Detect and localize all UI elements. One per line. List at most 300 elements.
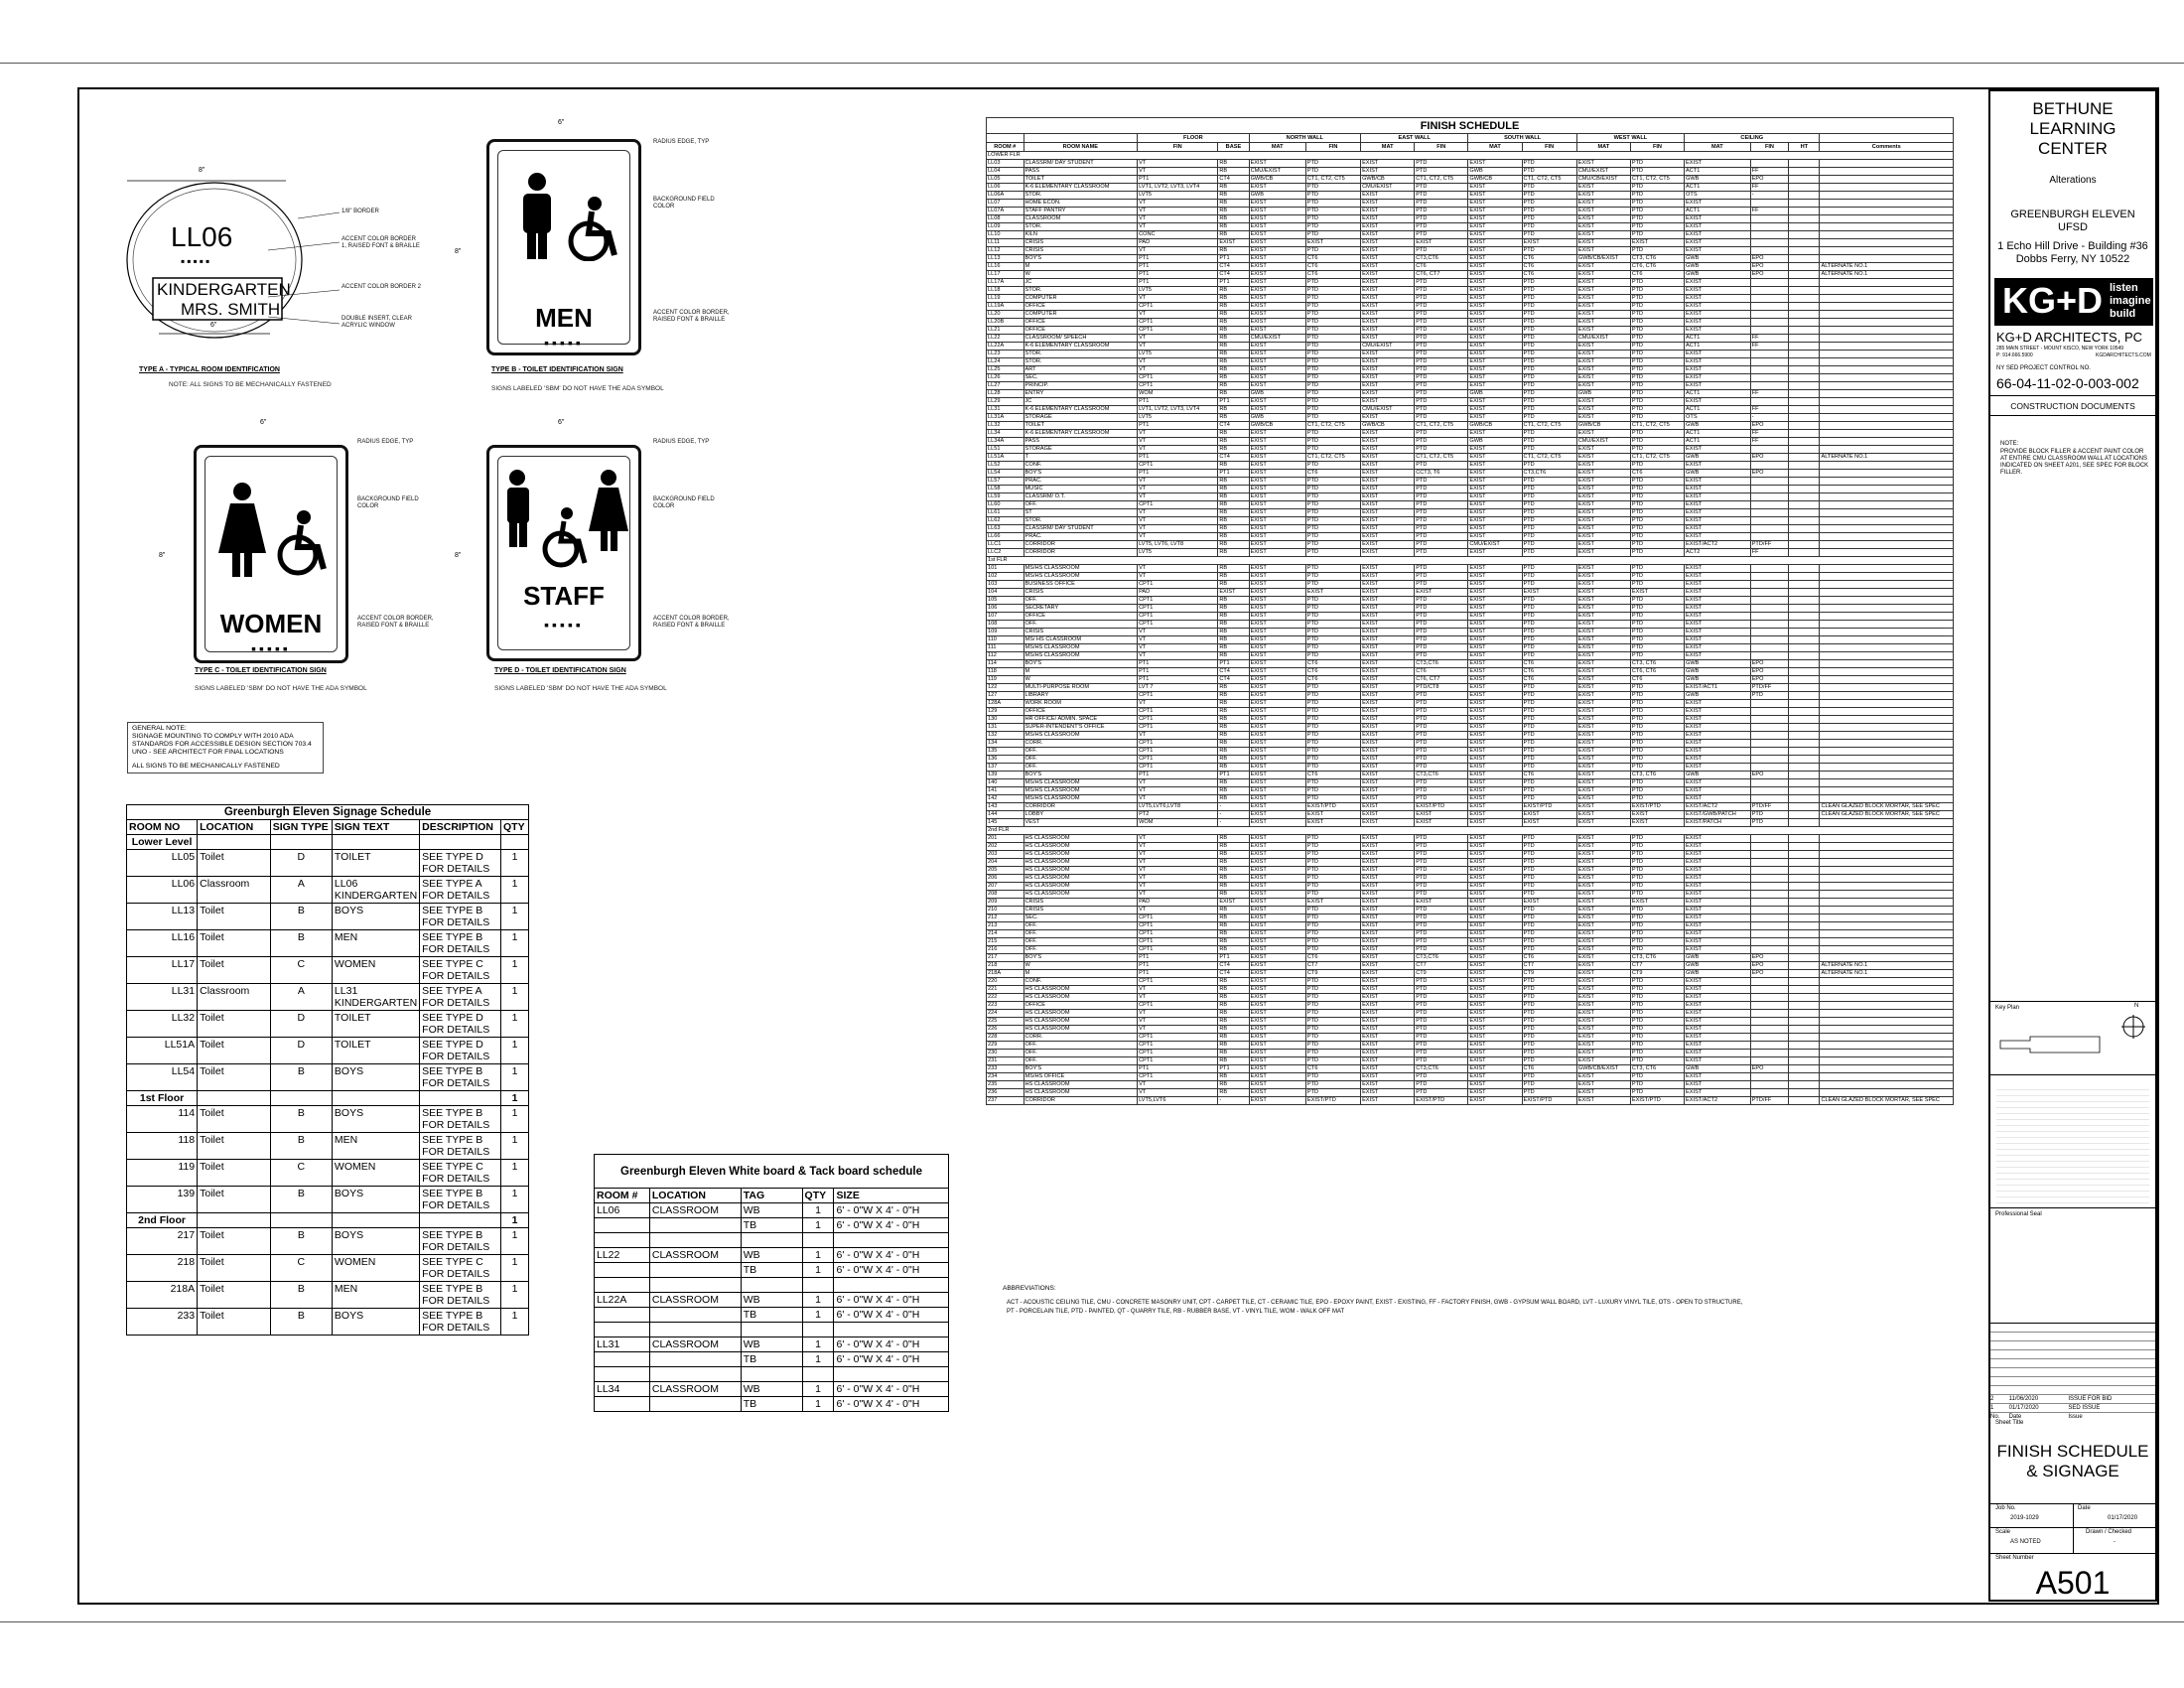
abbreviations-title: ABBREVIATIONS: [1003,1285,1056,1292]
table-row [987,597,1954,605]
tag-cell [741,1233,802,1248]
table-cell [1789,382,1820,390]
table-cell: MS/HS CLASSROOM [1024,644,1138,652]
table-cell [1820,994,1954,1002]
table-row [987,684,1954,692]
table-cell [1789,486,1820,493]
table-cell: HS CLASSROOM [1024,859,1138,867]
col-header: SIGN TYPE [270,820,332,835]
description-cell: SEE TYPE B FOR DETAILS [420,1064,501,1091]
table-cell [1789,1034,1820,1042]
table-cell: PASS [1024,438,1138,446]
table-cell [1750,851,1789,859]
section-row [987,827,1954,835]
table-cell [198,1091,271,1106]
table-cell: PTD [1522,295,1576,303]
table-cell: VT [1138,478,1218,486]
table-cell: OFF. [1024,597,1138,605]
table-cell: EXIST [1249,303,1305,311]
table-cell: EXIST [1685,493,1751,501]
table-row [127,1106,529,1133]
table-cell: PTD [1415,406,1468,414]
table-cell: STOR. [1024,358,1138,366]
table-cell: PTD [1305,907,1360,914]
table-row [987,184,1954,192]
col-header: Issue [2068,1413,2083,1420]
table-cell: EXIST [1685,509,1751,517]
table-cell: EXIST [1249,621,1305,629]
table-cell [1750,358,1789,366]
table-cell: MS/HS CLASSROOM [1024,779,1138,787]
table-cell [1789,509,1820,517]
table-cell: EXIST [1468,208,1522,215]
qty-cell: 1 [501,1038,529,1064]
table-cell: LL25 [987,366,1024,374]
table-cell [1820,1034,1954,1042]
caption-type-c: TYPE C - TOILET IDENTIFICATION SIGN [195,667,327,674]
table-cell: PTD [1305,629,1360,636]
table-cell: PTD [1522,1034,1576,1042]
table-row [987,907,1954,914]
room-no-cell: LL16 [127,930,198,957]
table-cell: RB [1218,382,1249,390]
location-cell: Toilet [198,1228,271,1255]
table-cell: PTD [1630,501,1684,509]
table-cell: EXIST [1468,994,1522,1002]
sign-text-cell: BOYS [332,1309,419,1336]
table-cell: EXIST [1576,732,1630,740]
table-cell: PTD [1305,756,1360,764]
qty-cell: 1 [501,1228,529,1255]
table-cell: FF [1750,390,1789,398]
table-cell [270,1213,332,1228]
table-cell: PTD [1630,1002,1684,1010]
table-cell: PTD [1415,215,1468,223]
table-cell: EXIST [1685,756,1751,764]
size-cell: 6' - 0"W X 4' - 0"H [834,1248,949,1263]
table-cell: PTD [1305,541,1360,549]
size-cell [834,1367,949,1382]
table-cell: EXIST [1361,668,1415,676]
table-cell: EXIST [1468,1002,1522,1010]
table-cell: LL07 [987,200,1024,208]
table-cell: PTD [1305,787,1360,795]
table-cell: PTD [1415,1002,1468,1010]
table-row [987,231,1954,239]
table-cell: EXIST [1249,692,1305,700]
table-cell: - [1218,819,1249,827]
table-cell: EXIST [1468,851,1522,859]
table-cell: PTD [1630,414,1684,422]
sign-text-cell: BOYS [332,904,419,930]
table-cell: ACT1 [1685,168,1751,176]
table-cell: GWB [1685,668,1751,676]
table-cell: EXIST [1685,986,1751,994]
table-cell: OFF. [1024,748,1138,756]
braille-dots: ▪▪▪▪▪ [544,617,584,633]
table-cell [2068,1340,2155,1349]
table-row [987,343,1954,351]
table-cell: PTD [1305,358,1360,366]
table-row [127,984,529,1011]
table-cell: CT6 [1522,668,1576,676]
table-cell [1820,724,1954,732]
table-cell: PTD [1630,1057,1684,1065]
table-cell: EXIST [1576,1089,1630,1097]
table-cell: PT1 [1138,271,1218,279]
table-cell: PTD [1522,430,1576,438]
table-cell: EXIST [1361,772,1415,779]
table-cell: PTD [1415,382,1468,390]
table-cell: EXIST [1249,597,1305,605]
table-cell: RB [1218,883,1249,891]
table-cell: EXIST [1249,493,1305,501]
table-cell [1750,382,1789,390]
table-cell: PTD [1415,1057,1468,1065]
table-cell: CT6 [1305,1065,1360,1073]
table-cell: LL07A [987,208,1024,215]
table-cell: PTD [1630,279,1684,287]
table-cell: VT [1138,986,1218,994]
table-row [987,279,1954,287]
table-row [987,938,1954,946]
table-row [987,803,1954,811]
table-cell [1789,930,1820,938]
table-row [987,430,1954,438]
table-cell: CLEAN GLAZED BLOCK MORTAR, SEE SPEC [1820,811,1954,819]
table-cell: EXIST [1576,1057,1630,1065]
table-cell [1750,764,1789,772]
table-cell: GWB [1685,676,1751,684]
table-cell [1750,597,1789,605]
tag-cell: TB [741,1263,802,1278]
table-cell: EXIST [1468,676,1522,684]
table-cell [1750,279,1789,287]
table-cell: CLASSRM/ O.T. [1024,493,1138,501]
group-header: SOUTH WALL [1468,134,1576,143]
table-cell: PTD [1522,1073,1576,1081]
table-cell: EXIST [1576,700,1630,708]
table-cell [1820,740,1954,748]
table-cell: VT [1138,366,1218,374]
table-cell: PTD [1305,247,1360,255]
table-cell: EXIST/PTD [1305,803,1360,811]
table-cell: 210 [987,907,1024,914]
col-header: MAT [1468,143,1522,152]
table-cell: PAD [1138,239,1218,247]
table-cell [1820,565,1954,573]
sign-type-cell: D [270,850,332,877]
table-cell: PTD [1630,891,1684,899]
table-row [987,255,1954,263]
table-row [1990,1323,2155,1332]
table-cell [1820,327,1954,335]
table-cell: EXIST [1361,486,1415,493]
table-cell: PTD [1305,486,1360,493]
table-cell: CPT1 [1138,756,1218,764]
table-cell: EXIST [1361,779,1415,787]
table-cell: 127 [987,692,1024,700]
table-cell: PTD [1750,811,1789,819]
table-cell: PTD [1415,319,1468,327]
table-cell [1820,875,1954,883]
table-cell: PT2 [1138,811,1218,819]
table-cell [1789,406,1820,414]
table-cell: MUSIC [1024,486,1138,493]
firm-name: KG+D ARCHITECTS, PC [1996,330,2142,345]
table-cell: VT [1138,779,1218,787]
table-cell: EXIST [1361,208,1415,215]
table-cell: HS CLASSROOM [1024,994,1138,1002]
table-cell [1789,954,1820,962]
table-cell: OFF. [1024,1050,1138,1057]
table-cell: VT [1138,295,1218,303]
table-cell: CT4 [1218,176,1249,184]
table-cell: PTD [1305,398,1360,406]
table-cell: KILN [1024,231,1138,239]
table-cell: RB [1218,708,1249,716]
table-cell: PTD [1305,319,1360,327]
table-cell: EXIST [1685,994,1751,1002]
table-cell: EXIST [1576,907,1630,914]
table-cell: PTD [1305,438,1360,446]
table-cell [1789,287,1820,295]
table-cell: RB [1218,486,1249,493]
table-row [1990,1332,2155,1340]
table-cell: ACT1 [1685,406,1751,414]
table-row [987,954,1954,962]
table-cell: EXIST [1249,724,1305,732]
table-cell: EXIST [1468,1073,1522,1081]
table-row [987,374,1954,382]
table-cell: RB [1218,517,1249,525]
table-cell: PT1 [1218,398,1249,406]
table-cell: LL05 [987,176,1024,184]
table-row [987,263,1954,271]
table-cell [1820,779,1954,787]
table-cell: 214 [987,930,1024,938]
table-cell: LL22 [987,335,1024,343]
table-cell: ISSUE FOR BID [2068,1394,2155,1403]
table-cell: LL34A [987,438,1024,446]
table-cell: EXIST [1468,922,1522,930]
table-cell: RB [1218,525,1249,533]
sign-word: STAFF [523,581,605,611]
table-cell: PTD [1305,549,1360,557]
table-cell: PTD [1522,200,1576,208]
table-cell [2009,1367,2069,1376]
table-cell [2009,1349,2069,1358]
table-cell: EXIST [1576,414,1630,422]
table-cell: PTD [1522,414,1576,422]
table-cell [1820,1002,1954,1010]
table-cell: CT1, CT2, CT5 [1522,454,1576,462]
table-cell: PTD [1305,160,1360,168]
table-cell: EXIST [1576,613,1630,621]
tagline-line: imagine [2110,295,2151,307]
table-cell: VT [1138,1010,1218,1018]
note-type-c: SIGNS LABELED 'SBM' DO NOT HAVE THE ADA SYMBOL [195,685,367,692]
table-cell: CPT1 [1138,1057,1218,1065]
table-cell [1990,1323,2009,1332]
table-row [595,1248,949,1263]
table-cell: CRISIS [1024,629,1138,636]
table-cell: PTD [1630,764,1684,772]
table-cell: EXIST [1576,946,1630,954]
table-cell: PTD [1522,541,1576,549]
qty-cell [802,1233,834,1248]
general-note-line: UNO - SEE ARCHITECT FOR FINAL LOCATIONS [132,749,284,756]
sign-type-cell: B [270,930,332,957]
location-cell: CLASSROOM [649,1337,741,1352]
table-cell: PTD [1415,533,1468,541]
tag-cell [741,1278,802,1293]
table-row [987,819,1954,827]
table-row [127,835,529,850]
table-cell: EXIST [1576,279,1630,287]
table-cell: EXIST [1685,573,1751,581]
table-cell: PTD [1305,1089,1360,1097]
table-cell: PTD [1630,287,1684,295]
sign-type-cell: B [270,1187,332,1213]
table-cell: PTD [1522,446,1576,454]
table-cell: CPT1 [1138,922,1218,930]
table-cell: CPT1 [1138,581,1218,589]
tag-cell: WB [741,1203,802,1218]
table-cell: 140 [987,779,1024,787]
table-cell: EXIST [1361,215,1415,223]
table-cell: PTD [1630,867,1684,875]
table-cell: 233 [987,1065,1024,1073]
table-cell: ALTERNATE NO.1 [1820,970,1954,978]
table-cell [1820,708,1954,716]
table-cell: PTD [1630,930,1684,938]
table-cell [1750,899,1789,907]
table-cell [1750,287,1789,295]
table-cell: 104 [987,589,1024,597]
table-cell: EXIST [1576,756,1630,764]
table-cell [1789,883,1820,891]
table-row [987,247,1954,255]
table-cell [1820,1065,1954,1073]
table-cell: CRISIS [1024,899,1138,907]
table-cell [1820,613,1954,621]
table-cell: CORR. [1024,1034,1138,1042]
table-row [127,1133,529,1160]
size-cell: 6' - 0"W X 4' - 0"H [834,1293,949,1308]
table-cell: PTD [1415,493,1468,501]
table-cell: EXIST [1249,644,1305,652]
table-row [127,1282,529,1309]
table-cell: EXIST [1361,843,1415,851]
table-cell: RB [1218,438,1249,446]
table-cell: EXIST [1249,160,1305,168]
table-cell: RB [1218,732,1249,740]
table-cell [1750,581,1789,589]
table-cell: PTD [1415,565,1468,573]
table-cell: CPT1 [1138,327,1218,335]
disclaimer-block [1996,1084,2149,1203]
table-cell: PT1 [1138,470,1218,478]
table-cell: EXIST [1249,279,1305,287]
table-cell: EXIST/ACT2 [1685,1097,1751,1105]
table-row [987,311,1954,319]
table-cell [1990,1349,2009,1358]
table-row [987,303,1954,311]
table-cell: GWB [1685,255,1751,263]
table-cell: EXIST [1361,605,1415,613]
size-cell [834,1323,949,1337]
table-cell: PTD [1415,223,1468,231]
table-cell: LL17 [987,271,1024,279]
caption-type-d: TYPE D - TOILET IDENTIFICATION SIGN [494,667,626,674]
divider [1990,1527,2155,1528]
table-cell: PTD [1415,478,1468,486]
table-cell: PTD [1305,740,1360,748]
table-cell: EXIST [1361,335,1415,343]
table-cell [1789,533,1820,541]
table-cell: EXIST [1361,613,1415,621]
table-cell: HS CLASSROOM [1024,1089,1138,1097]
table-cell: PTD [1630,1010,1684,1018]
qty-cell: 1 [501,1187,529,1213]
table-row [127,904,529,930]
table-row [987,899,1954,907]
table-cell: EXIST [1685,613,1751,621]
table-cell: LL26 [987,374,1024,382]
table-cell: EXIST [1685,938,1751,946]
table-cell: RB [1218,374,1249,382]
table-cell [1789,422,1820,430]
table-cell: EXIST [1685,875,1751,883]
table-cell: EXIST [1249,962,1305,970]
table-cell [1750,986,1789,994]
table-cell: EXIST [1576,724,1630,732]
table-cell [1789,716,1820,724]
sheet-title [1990,1442,2155,1481]
table-cell: PTD [1415,295,1468,303]
description-cell: SEE TYPE C FOR DETAILS [420,1160,501,1187]
col-header: MAT [1576,143,1630,152]
table-cell [1750,517,1789,525]
table-cell: EXIST [1249,899,1305,907]
qty-cell: 1 [501,1011,529,1038]
sign-text-cell: WOMEN [332,1255,419,1282]
table-cell: EXIST [1468,1081,1522,1089]
table-cell [1789,200,1820,208]
table-cell: EXIST [1361,462,1415,470]
table-cell: RB [1218,430,1249,438]
table-cell: PTD [1522,533,1576,541]
table-cell [1820,335,1954,343]
table-cell: EXIST [1576,875,1630,883]
location-cell: Classroom [198,984,271,1011]
table-cell: PTD [1305,835,1360,843]
table-cell: RB [1218,1042,1249,1050]
table-cell: 107 [987,613,1024,621]
table-cell [1750,1026,1789,1034]
table-cell [1820,192,1954,200]
table-cell: PTD [1415,327,1468,335]
col-header: MAT [1361,143,1415,152]
table-cell: PT1 [1218,660,1249,668]
table-cell: PTD [1305,764,1360,772]
table-cell: EXIST [1468,279,1522,287]
table-cell: 141 [987,787,1024,795]
ann-radius: RADIUS EDGE, TYP [653,439,710,445]
table-cell: EXIST [1576,374,1630,382]
table-cell: PTD [1415,597,1468,605]
